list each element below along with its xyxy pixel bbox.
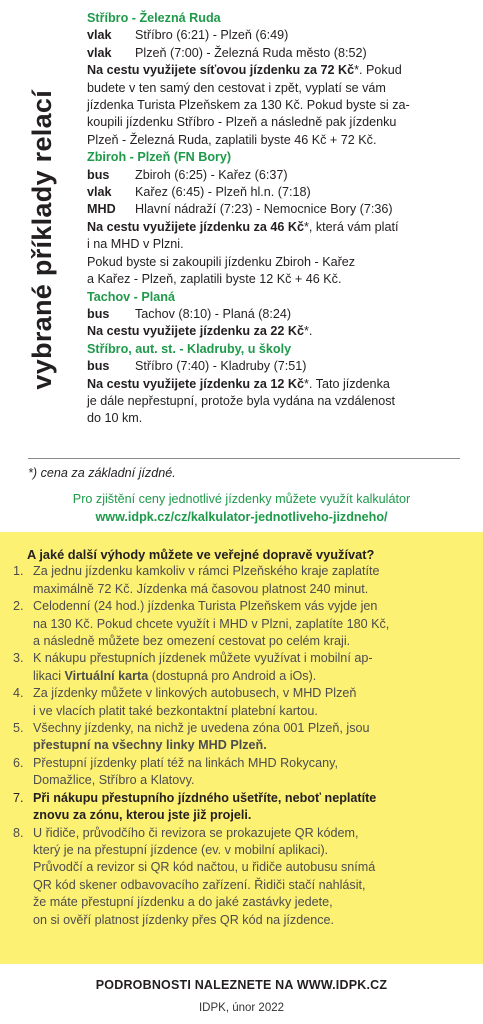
benefit-item	[13, 598, 471, 650]
note-text: jízdenka Turista Plzeňskem za 130 Kč. Pokud byste si za-	[87, 98, 410, 113]
benefit-emphasis: přestupní na všechny linky MHD Plzeň.	[33, 738, 267, 753]
benefit-segment: Za jednu jízdenku kamkoliv v rámci Plzeňského kraje zaplatíte	[33, 564, 380, 579]
calculator-link[interactable]: www.idpk.cz/cz/kalkulator-jednotliveho-jizdneho/	[95, 510, 388, 524]
route-leg	[87, 358, 472, 375]
transport-mode: vlak	[87, 45, 112, 60]
benefit-segment: na 130 Kč. Pokud chcete využít i MHD v Plzni, zaplatíte 180 Kč,	[33, 616, 390, 631]
benefit-line	[33, 737, 471, 754]
benefit-item	[13, 755, 471, 790]
benefit-segment: Domažlice, Stříbro a Klatovy.	[33, 773, 195, 788]
route-leg	[87, 167, 472, 184]
note-text: *.	[303, 324, 313, 339]
calculator-text: Pro zjištění ceny jednotlivé jízdenky můžete využít kalkulátor	[72, 492, 411, 506]
note-text: koupili jízdenku Stříbro - Plzeň a následně pak jízdenku	[87, 115, 397, 130]
benefit-segment: maximálně 72 Kč. Jízdenka má časovou platnost 240 minut.	[33, 581, 369, 596]
details-footer: PODROBNOSTI NALEZNETE NA WWW.IDPK.CZ	[95, 978, 388, 992]
note-text: i na MHD v Plzni.	[87, 237, 184, 252]
route-note-line	[87, 236, 472, 253]
note-text: a Kařez - Plzeň, zaplatili byste 12 Kč + 46 Kč.	[87, 272, 342, 287]
benefit-line	[33, 581, 471, 598]
route-note-line	[87, 410, 472, 427]
credit-line: IDPK, únor 2022	[198, 1002, 285, 1014]
note-text: Plzeň - Železná Ruda, zaplatili byste 46 Kč + 72 Kč.	[87, 132, 377, 147]
benefit-line	[33, 703, 471, 720]
routes-section	[87, 10, 472, 428]
transport-mode: MHD	[87, 202, 116, 217]
benefit-item	[13, 825, 471, 929]
benefit-line	[33, 616, 471, 633]
benefit-number: 6.	[13, 755, 24, 770]
benefit-segment: který je na přestupní jízdence (ev. v mobilní aplikaci).	[33, 842, 329, 857]
benefit-line	[33, 877, 471, 894]
leg-times: Tachov (8:10) - Planá (8:24)	[135, 306, 292, 321]
note-text: *. Tato jízdenka	[303, 376, 390, 391]
benefit-number: 7.	[13, 790, 24, 805]
benefit-line	[33, 563, 471, 580]
benefit-text	[33, 720, 471, 755]
leg-times: Plzeň (7:00) - Železná Ruda město (8:52)	[135, 45, 367, 60]
route-note-line	[87, 97, 472, 114]
benefit-emphasis: Při nákupu přestupního jízdného ušetříte, neboť neplatíte	[33, 790, 377, 805]
benefit-text	[33, 650, 471, 685]
benefits-heading: A jaké další výhody můžete ve veřejné dopravě využívat?	[27, 547, 375, 562]
route-note-line	[87, 393, 472, 410]
benefit-line	[33, 825, 471, 842]
benefit-segment: a následně můžete bez omezení cestovat po celém kraji.	[33, 634, 351, 649]
benefit-segment: i ve vlacích platit také bezkontaktní platební kartou.	[33, 703, 318, 718]
price-highlight: Na cestu využijete jízdenku za 46 Kč	[87, 219, 304, 234]
benefit-text	[33, 563, 471, 598]
price-highlight: Na cestu využijete síťovou jízdenku za 72 Kč	[87, 63, 355, 78]
benefit-segment: že máte přestupní jízdenku a do jaké zastávky jedete,	[33, 895, 333, 910]
benefit-segment: Celodenní (24 hod.) jízdenka Turista Plzeňskem vás vyjde jen	[33, 599, 378, 614]
benefit-emphasis: Virtuální karta	[64, 668, 149, 683]
calculator-note	[0, 490, 483, 526]
route-leg	[87, 27, 472, 44]
benefit-line	[33, 755, 471, 772]
route-note-line	[87, 114, 472, 131]
benefit-line	[33, 633, 471, 650]
note-text: budete v ten samý den cestovat i zpět, vyplatí se vám	[87, 80, 386, 95]
route-note-line	[87, 62, 472, 79]
benefit-text	[33, 825, 471, 929]
benefit-line	[33, 790, 471, 807]
footnote: *) cena za základní jízdné.	[28, 466, 176, 480]
benefit-segment: on si ověří platnost jízdenky přes QR kód na jízdence.	[33, 912, 335, 927]
price-highlight: Na cestu využijete jízdenku za 12 Kč	[87, 376, 304, 391]
benefit-item	[13, 650, 471, 685]
benefit-line	[33, 894, 471, 911]
route-leg	[87, 306, 472, 323]
route-note-line	[87, 254, 472, 271]
leg-times: Zbiroh (6:25) - Kařez (6:37)	[135, 167, 288, 182]
leg-times: Hlavní nádraží (7:23) - Nemocnice Bory (7:36)	[135, 202, 393, 217]
benefit-segment: (dostupná pro Android a iOs).	[148, 668, 317, 683]
note-text: *. Pokud	[354, 63, 402, 78]
benefit-text	[33, 790, 471, 825]
benefit-segment: QR kód skener odbavovacího zařízení. Řidiči stačí nahlásit,	[33, 877, 366, 892]
side-title-container	[18, 60, 66, 420]
benefit-line	[33, 720, 471, 737]
side-title: vybrané příklady relací	[26, 90, 57, 390]
route-title: Stříbro - Železná Ruda	[87, 11, 221, 25]
leg-times: Stříbro (7:40) - Kladruby (7:51)	[135, 359, 307, 374]
benefit-segment: Přestupní jízdenky platí též na linkách MHD Rokycany,	[33, 755, 338, 770]
route-note-line	[87, 323, 472, 340]
note-text: *, která vám platí	[303, 219, 399, 234]
benefit-line	[33, 772, 471, 789]
benefit-item	[13, 790, 471, 825]
benefit-line	[33, 650, 471, 667]
benefit-item	[13, 720, 471, 755]
benefit-number: 1.	[13, 564, 24, 579]
route-note-line	[87, 271, 472, 288]
benefit-item	[13, 563, 471, 598]
leg-times: Stříbro (6:21) - Plzeň (6:49)	[135, 28, 289, 43]
transport-mode: bus	[87, 359, 110, 374]
route-title: Stříbro, aut. st. - Kladruby, u školy	[87, 341, 292, 356]
benefit-text	[33, 755, 471, 790]
benefit-text	[33, 598, 471, 650]
benefit-number: 3.	[13, 651, 24, 666]
transport-mode: vlak	[87, 185, 112, 200]
benefit-line	[33, 859, 471, 876]
benefit-number: 8.	[13, 825, 24, 840]
benefit-number: 4.	[13, 686, 24, 701]
price-highlight: Na cestu využijete jízdenku za 22 Kč	[87, 324, 304, 339]
route-leg	[87, 45, 472, 62]
benefit-segment: Za jízdenky můžete v linkových autobusech, v MHD Plzeň	[33, 686, 357, 701]
benefit-item	[13, 685, 471, 720]
route-note-line	[87, 80, 472, 97]
benefit-text	[33, 685, 471, 720]
benefits-list	[13, 546, 471, 929]
benefit-segment: U řidiče, průvodčího či revizora se prokazujete QR kódem,	[33, 825, 359, 840]
benefit-line	[33, 598, 471, 615]
benefit-segment: Všechny jízdenky, na nichž je uvedena zóna 001 Plzeň, jsou	[33, 721, 370, 736]
route-note-line	[87, 132, 472, 149]
benefit-segment: Průvodčí a revizor si QR kód načtou, u řidiče autobusu snímá	[33, 860, 376, 875]
benefit-emphasis: znovu za zónu, kterou jste již projeli.	[33, 808, 252, 823]
transport-mode: vlak	[87, 28, 112, 43]
transport-mode: bus	[87, 167, 110, 182]
route-note-line	[87, 219, 472, 236]
route-title: Tachov - Planá	[87, 289, 175, 304]
benefit-number: 2.	[13, 599, 24, 614]
route-leg	[87, 184, 472, 201]
note-text: je dále nepřestupní, protože byla vydána na vzdálenost	[87, 393, 396, 408]
note-text: do 10 km.	[87, 411, 143, 426]
note-text: Pokud byste si zakoupili jízdenku Zbiroh - Kařez	[87, 254, 356, 269]
benefit-line	[33, 912, 471, 929]
leg-times: Kařez (6:45) - Plzeň hl.n. (7:18)	[135, 185, 311, 200]
route-note-line	[87, 376, 472, 393]
benefit-number: 5.	[13, 721, 24, 736]
benefit-segment: likaci	[33, 668, 65, 683]
benefit-line	[33, 807, 471, 824]
benefit-line	[33, 668, 471, 685]
transport-mode: bus	[87, 306, 110, 321]
route-leg	[87, 201, 472, 218]
route-title: Zbiroh - Plzeň (FN Bory)	[87, 150, 232, 165]
section-divider	[28, 458, 460, 459]
benefit-line	[33, 685, 471, 702]
benefit-line	[33, 842, 471, 859]
benefit-segment: K nákupu přestupních jízdenek můžete využívat i mobilní ap-	[33, 651, 373, 666]
